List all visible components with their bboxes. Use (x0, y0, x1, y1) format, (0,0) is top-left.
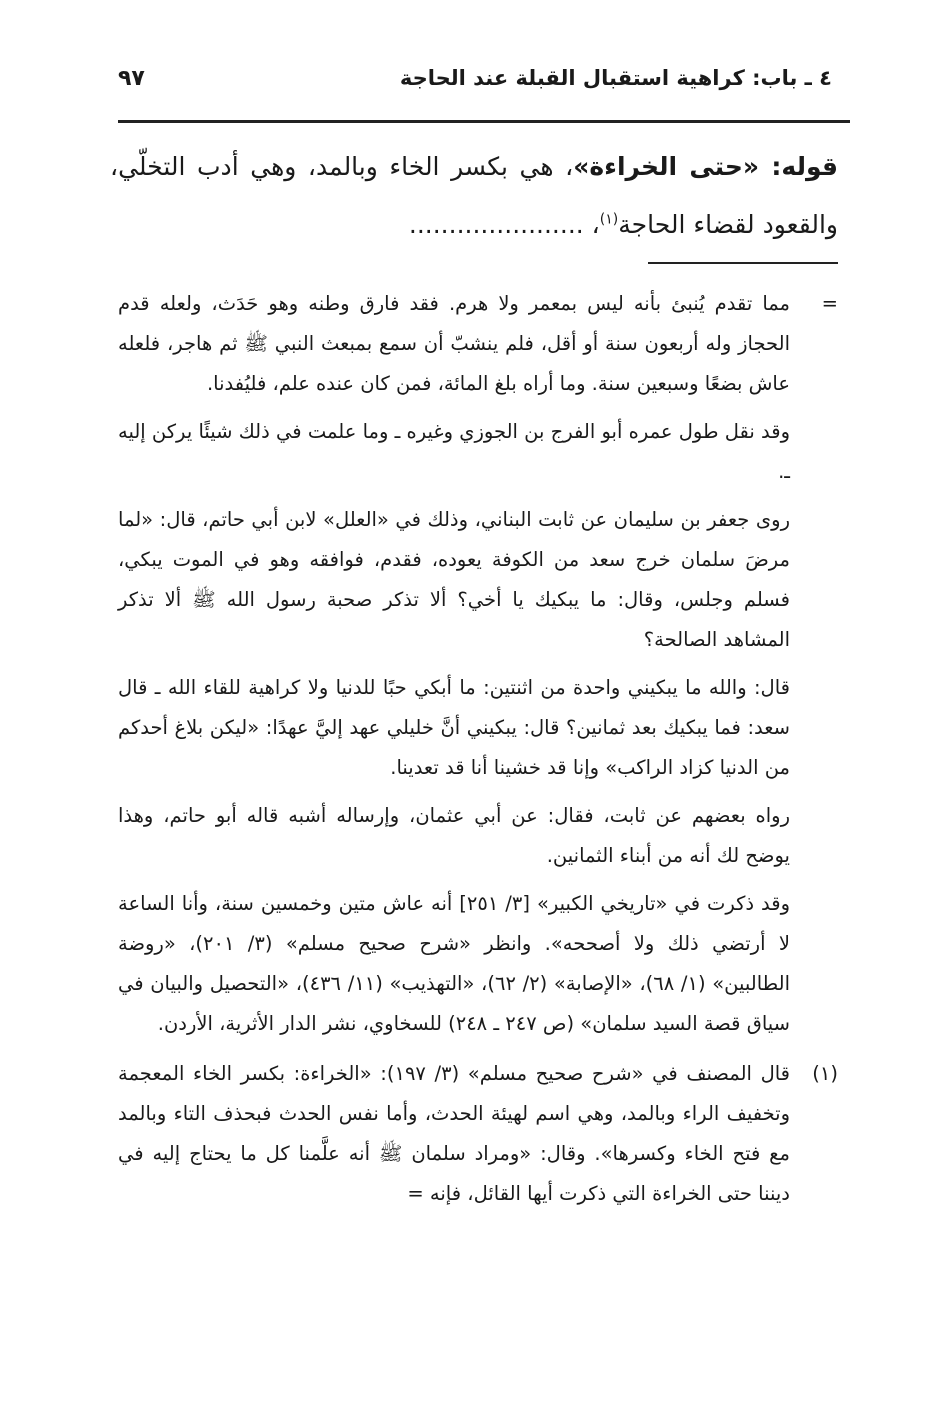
footnote-number: (١) (812, 1062, 838, 1085)
running-title: ٤ ـ باب: كراهية استقبال القبلة عند الحاجة (399, 66, 832, 90)
footnotes-section (118, 284, 838, 1214)
footnote-paragraph: رواه بعضهم عن ثابت، فقال: عن أبي عثمان، وإرساله أشبه قاله أبو حاتم، وهذا يوضح لك أنه من أبناء الثمانين. (118, 804, 790, 867)
footnote-reference: (١) (599, 211, 619, 228)
footnote-paragraph-text: مما تقدم يُنبئ بأنه ليس بمعمر ولا هرم. فقد فارق وطنه وهو حَدَث، ولعله قدم الحجاز وله أربعون سنة أو أقل، فلم ينشبّ أن سمع بمبعث النبي ﷺ ثم هاجر، فلعله عاش بضعًا وسبعين سنة. وما أراه بلغ المائة، فمن كان عنده علم، فليُفدنا. (118, 292, 790, 395)
main-lead-phrase: قوله: «حتى الخراءة» (573, 152, 838, 181)
footnote-paragraph: قال: والله ما يبكيني واحدة من اثنتين: ما أبكي حبًا للدنيا ولا كراهية للقاء الله ـ قال سعد: فما يبكيك بعد ثمانين؟ قال: يبكيني أنَّ خليلي عهد إليَّ عهدًا: «ليكن بلاغ أحدكم من الدنيا كزاد الراكب» وإنا قد خشينا أنا قد تعدينا. (118, 676, 790, 779)
page-header (118, 66, 832, 106)
main-tail-dots: ، ...................... (408, 210, 600, 239)
main-text (110, 138, 838, 254)
footnote-continuation-paragraph (118, 284, 838, 404)
footnote-continuation-block (118, 412, 838, 1214)
header-rule (118, 120, 850, 123)
footnote-1-text: قال المصنف في «شرح صحيح مسلم» (٣/ ١٩٧): «الخراءة: بكسر الخاء المعجمة وتخفيف الراء وبالمد، وهي اسم لهيئة الحدث، وأما نفس الحدث فبحذف التاء وبالمد مع فتح الخاء وكسرها». وقال: «ومراد سلمان ﷺ أنه علَّمنا كل ما يحتاج إليه في ديننا حتى الخراءة التي ذكرت أيها القائل، فإنه = (118, 1062, 790, 1205)
footnote-paragraph: روى جعفر بن سليمان عن ثابت البناني، وذلك في «العلل» لابن أبي حاتم، قال: «لما مرضَ سلمان خرج سعد من الكوفة يعوده، فقدم، فوافقه وهو في الموت يبكي، فسلم وجلس، وقال: ما يبكيك يا أخي؟ ألا تذكر صحبة رسول الله ﷺ ألا تذكر المشاهد الصالحة؟ (118, 508, 790, 651)
footnote-paragraph: وقد نقل طول عمره أبو الفرج بن الجوزي وغيره ـ وما علمت في ذلك شيئًا يركن إليه ـ. (118, 420, 790, 483)
page-number: ٩٧ (118, 66, 145, 91)
footnote-separator (648, 262, 838, 264)
continuation-marker: = (821, 292, 838, 315)
footnote-paragraph: وقد ذكرت في «تاريخي الكبير» [٣/ ٢٥١] أنه عاش متين وخمسين سنة، وأنا الساعة لا أرتضي ذلك ولا أصححه». وانظر «شرح صحيح مسلم» (٣/ ٢٠١)، «روضة الطالبين» (١/ ٦٨)، «الإصابة» (٢/ ٦٢)، «التهذيب» (١١/ ٤٣٦)، «التحصيل والبيان في سياق قصة السيد سلمان» (ص ٢٤٧ ـ ٢٤٨) للسخاوي، نشر الدار الأثرية، الأردن. (118, 892, 790, 1035)
main-body-text: ، هي بكسر الخاء وبالمد، وهي أدب التخلّي، والقعود لقضاء الحاجة (110, 152, 838, 239)
footnote-1 (118, 1054, 838, 1214)
